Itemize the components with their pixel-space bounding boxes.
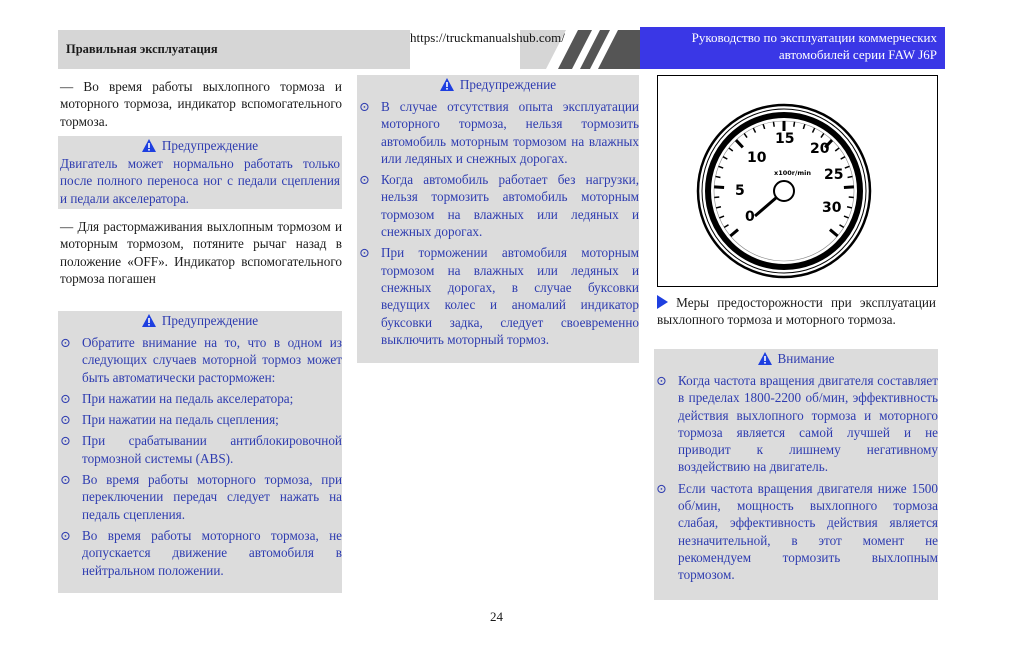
- warning-title: Предупреждение: [161, 312, 259, 328]
- warning-text: Двигатель может нормально работать только после полного переноса ног с педали сцепления и педали акселератора.: [60, 156, 340, 206]
- circle-dot-icon: ⊙: [60, 472, 71, 488]
- list-item: ⊙ Когда частота вращения двигателя составляет в пределах 1800-2200 об/мин, эффективность действия выхлопного тормоза и моторного тормоза является самой лучшей и не приводит к лишнему негативному воздействию на двигатель.: [656, 373, 938, 475]
- warning-box-3: [357, 75, 639, 363]
- gauge-label-15: 15: [775, 131, 795, 147]
- tachometer-figure: [657, 75, 938, 287]
- arrow-right-icon: [657, 295, 668, 309]
- gauge-tick: [794, 122, 795, 127]
- warning-icon: [142, 314, 156, 327]
- list-item: ⊙ Обратите внимание на то, что в одном из следующих случаев моторной тормоз может быть автоматически расторможен:: [60, 335, 342, 385]
- list-item: ⊙ Во время работы моторного тормоза, не допускается движение автомобиля в нейтральном положении.: [60, 527, 342, 578]
- section-header-bar: [58, 30, 410, 69]
- gauge-tick: [773, 122, 774, 127]
- manual-title-line2: автомобилей серии FAW J6P: [778, 47, 937, 62]
- circle-dot-icon: ⊙: [359, 99, 370, 114]
- measures-text: Меры предосторожности при эксплуатации выхлопного тормоза и моторного тормоза.: [657, 295, 936, 328]
- circle-dot-icon: ⊙: [60, 390, 71, 406]
- warning-box-2: [58, 311, 342, 593]
- warning-icon: [440, 78, 454, 91]
- section-title: Правильная эксплуатация: [66, 42, 218, 56]
- list-item: ⊙ Если частота вращения двигателя ниже 1500 об/мин, мощность выхлопного тормоза слабая, эффективность действия является незначительной, в этот момент не рекомендуем тормозить выхлопным тормозом.: [656, 480, 938, 583]
- warning-icon: [142, 139, 156, 152]
- gauge-label-10: 10: [747, 150, 767, 166]
- manual-title-line1: Руководство по эксплуатации коммерческих: [691, 30, 937, 45]
- gauge-label-5: 5: [735, 183, 745, 199]
- circle-dot-icon: ⊙: [60, 527, 71, 543]
- gauge-unit: x100r/min: [774, 169, 811, 177]
- warning-title: Предупреждение: [161, 137, 259, 153]
- paragraph-indicator: — Во время работы выхлопного тормоза и моторного тормоза, индикатор вспомогательного тормоза.: [60, 79, 342, 129]
- circle-dot-icon: ⊙: [656, 480, 667, 496]
- circle-dot-icon: ⊙: [60, 433, 71, 449]
- tachometer-illustration: [658, 76, 937, 286]
- gauge-label-30: 30: [822, 200, 842, 216]
- circle-dot-icon: ⊙: [359, 245, 370, 261]
- circle-dot-icon: ⊙: [656, 373, 667, 388]
- circle-dot-icon: ⊙: [359, 172, 370, 188]
- warning-title: Предупреждение: [459, 76, 557, 92]
- circle-dot-icon: ⊙: [60, 412, 71, 428]
- warning-icon: [758, 352, 772, 365]
- source-url: https://truckmanualshub.com/: [410, 30, 565, 45]
- gauge-label-0: 0: [745, 209, 755, 225]
- gauge-label-25: 25: [824, 167, 844, 183]
- list-item: ⊙ При торможении автомобиля моторным тормозом на влажных или ледяных и снежных дорогах, в случае буксовки ведущих колес и аномалий индикатор буксовки задка, следует своевременно выключить моторный тормоз.: [359, 245, 639, 347]
- circle-dot-icon: ⊙: [60, 335, 71, 350]
- manual-title-bar: [640, 27, 945, 69]
- gauge-tick: [848, 176, 853, 177]
- list-item: ⊙ При нажатии на педаль акселератора;: [60, 390, 294, 406]
- list-item: ⊙ При срабатывании антиблокировочной тормозной системы (ABS).: [60, 433, 342, 466]
- gauge-label-20: 20: [810, 141, 830, 157]
- list-item: ⊙ Во время работы моторного тормоза, при переключении передач следует нажать на педаль сцепления.: [60, 472, 342, 522]
- gauge-tick: [714, 187, 724, 188]
- list-item: ⊙ Когда автомобиль работает без нагрузки, нельзя тормозить автомобиль моторным тормозом на влажных или ледяных и снежных дорогах.: [359, 172, 639, 240]
- warning-box-1: [58, 136, 342, 209]
- list-item: ⊙ При нажатии на педаль сцепления;: [60, 412, 279, 428]
- page-number: 24: [490, 609, 503, 624]
- paragraph-release: — Для растормаживания выхлопным тормозом и моторным тормозом, потяните рычаг назад в положение «OFF». Индикатор вспомогательного тормоза погашен: [60, 219, 342, 286]
- gauge-tick: [716, 176, 721, 177]
- caution-box: [654, 349, 938, 600]
- caution-title: Внимание: [777, 350, 835, 366]
- list-item: ⊙ В случае отсутствия опыта эксплуатации моторного тормоза, нельзя тормозить автомобиль моторным тормозом на влажных или ледяных и снежных дорогах.: [359, 99, 639, 166]
- measures-paragraph: [657, 294, 936, 329]
- gauge-tick: [844, 187, 854, 188]
